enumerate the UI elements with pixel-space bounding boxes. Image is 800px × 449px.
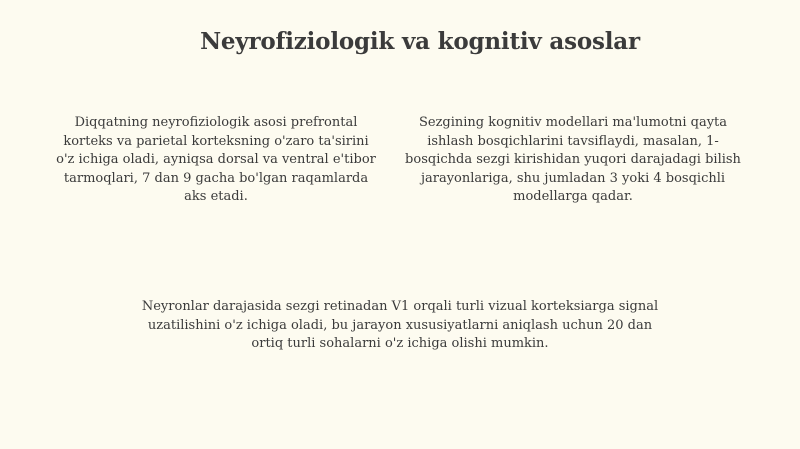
paragraph-neuronal-level: Neyronlar darajasida sezgi retinadan V1 orqali turli vizual korteksiarga signal uzatilishini o'z ichiga oladi, bu jarayon xususiyatlarni aniqlash uchun 20 dan ortiq turli sohalarni o'z ichiga olishi mumkin. — [141, 299, 659, 351]
paragraph-cognitive-models: Sezgining kognitiv modellari ma'lumotni qayta ishlash bosqichlarini tavsiflaydi, masalan, 1-bosqichda sezgi kirishidan yuqori darajadagi bilish jarayonlariga, shu jumladan 3 yoki 4 bosqichli modellarga qadar. — [405, 115, 741, 204]
slide-title: Neyrofiziologik va kognitiv asoslar — [200, 28, 640, 55]
paragraph-attention-neurophysiology: Diqqatning neyrofiziologik asosi prefrontal korteks va parietal korteksning o'zaro ta'sirini o'z ichiga oladi, ayniqsa dorsal va ventral e'tibor tarmoqlari, 7 dan 9 gacha bo'lgan raqamlarda aks etadi. — [56, 115, 376, 204]
